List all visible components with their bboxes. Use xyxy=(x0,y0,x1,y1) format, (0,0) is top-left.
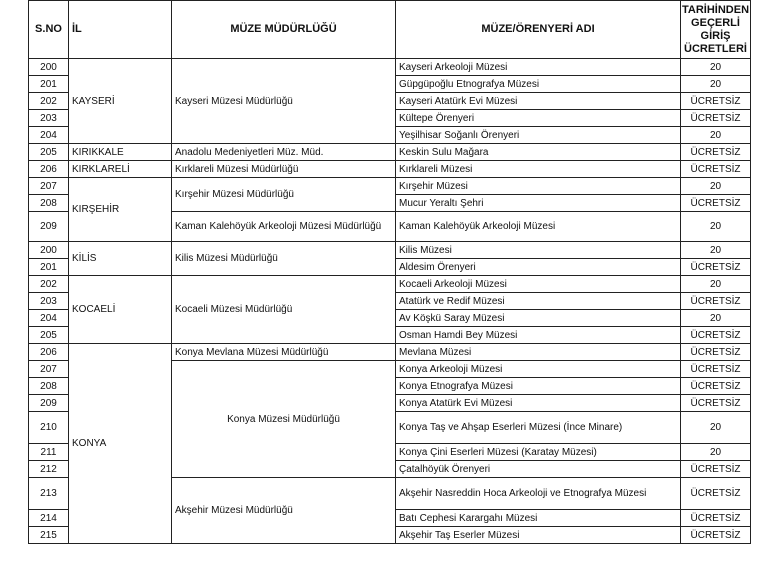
table-row xyxy=(29,344,751,361)
fee-cell: ÜCRETSİZ xyxy=(681,327,751,344)
il-cell: KONYA xyxy=(69,344,172,544)
il-cell: KAYSERİ xyxy=(69,59,172,144)
row-sno: 204 xyxy=(29,127,69,144)
muze-cell: Akşehir Nasreddin Hoca Arkeoloji ve Etnografya Müzesi xyxy=(396,478,681,510)
row-sno: 207 xyxy=(29,361,69,378)
table-row xyxy=(29,276,751,293)
row-sno: 205 xyxy=(29,327,69,344)
muze-cell: Güpgüpoğlu Etnografya Müzesi xyxy=(396,76,681,93)
muze-cell: Kırşehir Müzesi xyxy=(396,178,681,195)
row-sno: 201 xyxy=(29,76,69,93)
mudurluk-cell: Konya Mevlana Müzesi Müdürlüğü xyxy=(172,344,396,361)
mudurluk-cell: Kayseri Müzesi Müdürlüğü xyxy=(172,59,396,144)
row-sno: 208 xyxy=(29,378,69,395)
header-fee: TARİHİNDEN GEÇERLİ GİRİŞ ÜCRETLERİ xyxy=(681,1,751,59)
il-cell: KİLİS xyxy=(69,242,172,276)
row-sno: 200 xyxy=(29,242,69,259)
table-row xyxy=(29,242,751,259)
il-cell: KIRIKKALE xyxy=(69,144,172,161)
muze-cell: Kaman Kalehöyük Arkeoloji Müzesi xyxy=(396,212,681,242)
row-sno: 205 xyxy=(29,144,69,161)
table-row xyxy=(29,59,751,76)
fee-cell: ÜCRETSİZ xyxy=(681,361,751,378)
muze-cell: Aldesim Örenyeri xyxy=(396,259,681,276)
row-sno: 214 xyxy=(29,510,69,527)
muze-cell: Akşehir Taş Eserler Müzesi xyxy=(396,527,681,544)
row-sno: 213 xyxy=(29,478,69,510)
fee-cell: 20 xyxy=(681,212,751,242)
muze-cell: Kayseri Atatürk Evi Müzesi xyxy=(396,93,681,110)
fee-cell: 20 xyxy=(681,412,751,444)
mudurluk-cell: Kırşehir Müzesi Müdürlüğü xyxy=(172,178,396,212)
muze-cell: Keskin Sulu Mağara xyxy=(396,144,681,161)
muze-cell: Kocaeli Arkeoloji Müzesi xyxy=(396,276,681,293)
fee-cell: ÜCRETSİZ xyxy=(681,144,751,161)
mudurluk-cell: Konya Müzesi Müdürlüğü xyxy=(172,361,396,478)
muze-cell: Osman Hamdi Bey Müzesi xyxy=(396,327,681,344)
mudurluk-cell: Anadolu Medeniyetleri Müz. Müd. xyxy=(172,144,396,161)
muze-cell: Konya Atatürk Evi Müzesi xyxy=(396,395,681,412)
museum-fee-table xyxy=(28,0,751,544)
header-muze: MÜZE/ÖRENYERİ ADI xyxy=(396,1,681,59)
row-sno: 202 xyxy=(29,276,69,293)
muze-cell: Av Köşkü Saray Müzesi xyxy=(396,310,681,327)
row-sno: 201 xyxy=(29,259,69,276)
muze-cell: Kayseri Arkeoloji Müzesi xyxy=(396,59,681,76)
fee-cell: 20 xyxy=(681,444,751,461)
fee-cell: ÜCRETSİZ xyxy=(681,510,751,527)
fee-cell: 20 xyxy=(681,242,751,259)
header-mudurluk: MÜZE MÜDÜRLÜĞÜ xyxy=(172,1,396,59)
fee-cell: ÜCRETSİZ xyxy=(681,195,751,212)
row-sno: 209 xyxy=(29,212,69,242)
muze-cell: Kilis Müzesi xyxy=(396,242,681,259)
fee-cell: 20 xyxy=(681,276,751,293)
table-row xyxy=(29,144,751,161)
muze-cell: Yeşilhisar Soğanlı Örenyeri xyxy=(396,127,681,144)
row-sno: 206 xyxy=(29,344,69,361)
row-sno: 204 xyxy=(29,310,69,327)
fee-cell: ÜCRETSİZ xyxy=(681,293,751,310)
fee-cell: 20 xyxy=(681,76,751,93)
row-sno: 207 xyxy=(29,178,69,195)
fee-cell: ÜCRETSİZ xyxy=(681,259,751,276)
fee-cell: ÜCRETSİZ xyxy=(681,93,751,110)
row-sno: 206 xyxy=(29,161,69,178)
header-il: İL xyxy=(69,1,172,59)
fee-cell: ÜCRETSİZ xyxy=(681,378,751,395)
muze-cell: Mucur Yeraltı Şehri xyxy=(396,195,681,212)
row-sno: 202 xyxy=(29,93,69,110)
muze-cell: Konya Taş ve Ahşap Eserleri Müzesi (İnce Minare) xyxy=(396,412,681,444)
row-sno: 211 xyxy=(29,444,69,461)
muze-cell: Konya Çini Eserleri Müzesi (Karatay Müzesi) xyxy=(396,444,681,461)
row-sno: 215 xyxy=(29,527,69,544)
muze-cell: Konya Arkeoloji Müzesi xyxy=(396,361,681,378)
header-sno: S.NO xyxy=(29,1,69,59)
fee-cell: 20 xyxy=(681,59,751,76)
fee-cell: ÜCRETSİZ xyxy=(681,527,751,544)
fee-cell: ÜCRETSİZ xyxy=(681,461,751,478)
table-row xyxy=(29,178,751,195)
row-sno: 200 xyxy=(29,59,69,76)
table-row xyxy=(29,161,751,178)
fee-cell: ÜCRETSİZ xyxy=(681,478,751,510)
row-sno: 210 xyxy=(29,412,69,444)
mudurluk-cell: Kırklareli Müzesi Müdürlüğü xyxy=(172,161,396,178)
row-sno: 208 xyxy=(29,195,69,212)
row-sno: 212 xyxy=(29,461,69,478)
muze-cell: Atatürk ve Redif Müzesi xyxy=(396,293,681,310)
fee-cell: ÜCRETSİZ xyxy=(681,161,751,178)
muze-cell: Kültepe Örenyeri xyxy=(396,110,681,127)
il-cell: KOCAELİ xyxy=(69,276,172,344)
mudurluk-cell: Kaman Kalehöyük Arkeoloji Müzesi Müdürlüğü xyxy=(172,212,396,242)
muze-cell: Konya Etnografya Müzesi xyxy=(396,378,681,395)
mudurluk-cell: Kocaeli Müzesi Müdürlüğü xyxy=(172,276,396,344)
muze-cell: Mevlana Müzesi xyxy=(396,344,681,361)
fee-cell: ÜCRETSİZ xyxy=(681,395,751,412)
mudurluk-cell: Akşehir Müzesi Müdürlüğü xyxy=(172,478,396,544)
il-cell: KIRKLARELİ xyxy=(69,161,172,178)
muze-cell: Batı Cephesi Karargahı Müzesi xyxy=(396,510,681,527)
fee-cell: 20 xyxy=(681,178,751,195)
fee-cell: 20 xyxy=(681,310,751,327)
muze-cell: Çatalhöyük Örenyeri xyxy=(396,461,681,478)
muze-cell: Kırklareli Müzesi xyxy=(396,161,681,178)
fee-cell: ÜCRETSİZ xyxy=(681,344,751,361)
row-sno: 209 xyxy=(29,395,69,412)
fee-cell: 20 xyxy=(681,127,751,144)
row-sno: 203 xyxy=(29,293,69,310)
mudurluk-cell: Kilis Müzesi Müdürlüğü xyxy=(172,242,396,276)
header-row xyxy=(29,1,751,59)
row-sno: 203 xyxy=(29,110,69,127)
fee-cell: ÜCRETSİZ xyxy=(681,110,751,127)
il-cell: KIRŞEHİR xyxy=(69,178,172,242)
